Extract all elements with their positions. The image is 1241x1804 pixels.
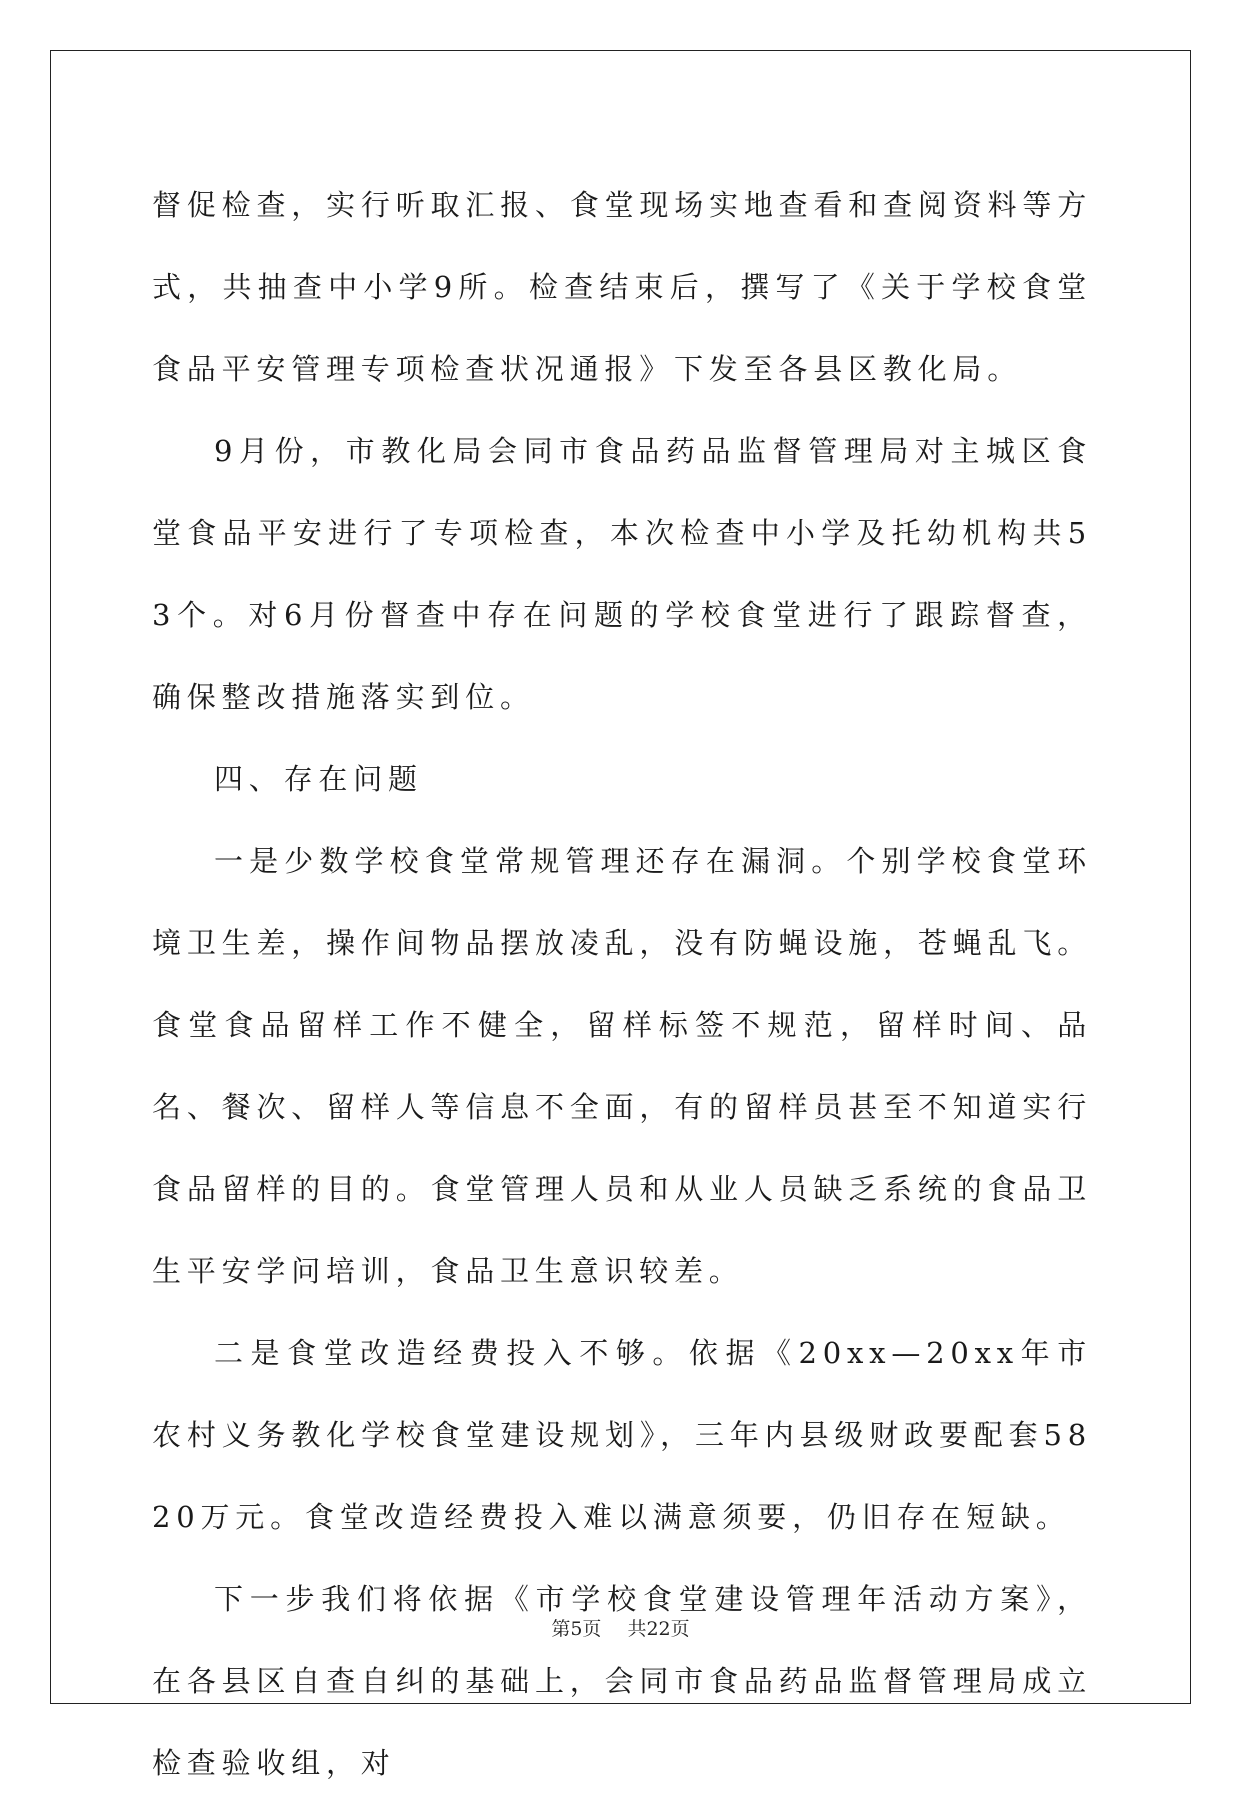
paragraph: 9月份，市教化局会同市食品药品监督管理局对主城区食堂食品平安进行了专项检查，本次检查中小学及托幼机构共53个。对6月份督查中存在问题的学校食堂进行了跟踪督查，确保整改措施落实到位。 [152, 434, 1092, 714]
paragraph: 下一步我们将依据《市学校食堂建设管理年活动方案》，在各县区自查自纠的基础上，会同市食品药品监督管理局成立检查验收组，对 [152, 1582, 1092, 1780]
paragraph: 二是食堂改造经费投入不够。依据《20xx—20xx年市农村义务教化学校食堂建设规划》，三年内县级财政要配套5820万元。食堂改造经费投入难以满意须要，仍旧存在短缺。 [152, 1336, 1092, 1534]
document-body [152, 164, 1092, 1804]
page-total: 共22页 [627, 1618, 690, 1640]
page-footer [0, 1614, 1241, 1641]
paragraph: 一是少数学校食堂常规管理还存在漏洞。个别学校食堂环境卫生差，操作间物品摆放凌乱，没有防蝇设施，苍蝇乱飞。食堂食品留样工作不健全，留样标签不规范，留样时间、品名、餐次、留样人等信息不全面，有的留样员甚至不知道实行食品留样的目的。食堂管理人员和从业人员缺乏系统的食品卫生平安学问培训，食品卫生意识较差。 [152, 844, 1092, 1288]
page-number: 第5页 [551, 1618, 602, 1640]
paragraph: 督促检查，实行听取汇报、食堂现场实地查看和查阅资料等方式，共抽查中小学9所。检查结束后，撰写了《关于学校食堂食品平安管理专项检查状况通报》下发至各县区教化局。 [152, 188, 1092, 386]
section-heading: 四、存在问题 [214, 762, 423, 796]
